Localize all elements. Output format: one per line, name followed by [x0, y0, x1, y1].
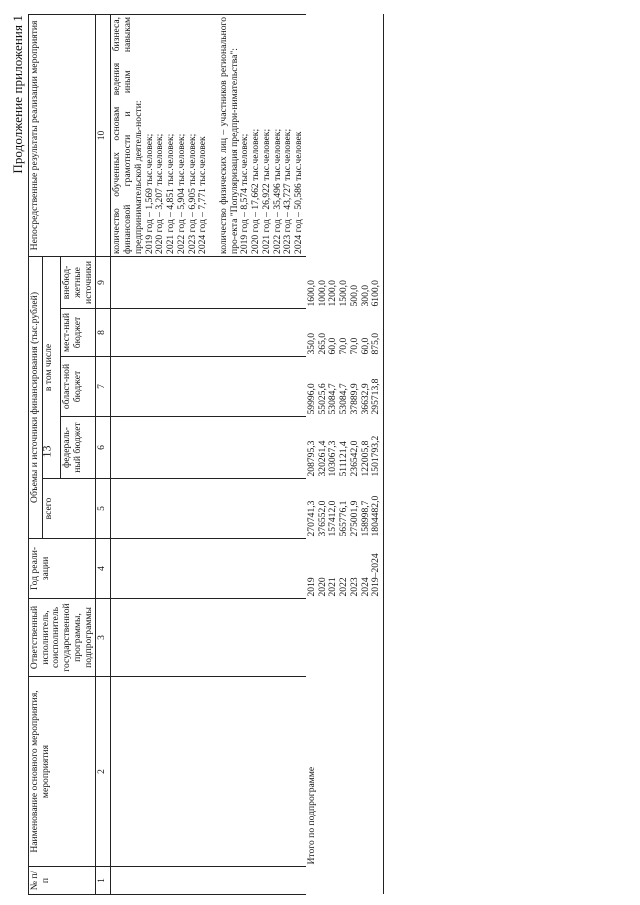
federal-cell — [306, 417, 384, 479]
regional-value: 59996,0 — [305, 383, 317, 415]
header-name: Наименование основного мероприятия, мероприятия — [29, 677, 96, 867]
results-block2-text: количество физических лиц – участников регионального про-екта "Популяризация предпри-нимательства": — [218, 16, 240, 254]
local-value: 70,0 — [338, 337, 350, 355]
extrabudget-value: 300,0 — [359, 284, 371, 307]
column-index: 3 — [96, 599, 111, 677]
year-value: 2019 — [305, 577, 317, 597]
local-value: 350,0 — [305, 332, 317, 355]
rotated-page-content — [10, 15, 630, 895]
column-index: 4 — [96, 539, 111, 599]
column-index: 1 — [96, 867, 111, 895]
column-index: 9 — [96, 256, 111, 308]
year-value: 2020 — [316, 577, 328, 597]
year-value: 2021 — [327, 577, 339, 597]
year-value: 2024 — [359, 577, 371, 597]
regional-value: 295713,8 — [370, 378, 382, 415]
total-value: 157412,0 — [327, 500, 339, 537]
total-value: 275001,9 — [348, 500, 360, 537]
row-name: Итого по подпрограмме — [306, 677, 384, 867]
table-row-results — [111, 14, 306, 894]
header-year: Год реали-зации — [29, 539, 96, 599]
extrabudget-value: 6100,0 — [370, 280, 382, 307]
extrabudget-value: 1000,0 — [316, 280, 328, 307]
local-value: 265,0 — [316, 332, 328, 355]
year-value: 2022 — [338, 577, 350, 597]
year-value: 2019–2024 — [370, 553, 382, 597]
years-cell — [306, 539, 384, 599]
results-block1-item: 2023 год – 6,905 тыс.человек; — [186, 133, 198, 254]
regional-value: 53084,7 — [327, 383, 339, 415]
extrabudget-value: 1500,0 — [338, 280, 350, 307]
regional-cell — [306, 357, 384, 417]
total-value: 376552,0 — [316, 500, 328, 537]
results-block2-item: 2019 год – 8,574 тыс.человек; — [239, 133, 251, 254]
results-block2-item: 2021 год – 26,922 тыс.человек; — [260, 128, 272, 254]
regional-value: 53084,7 — [338, 383, 350, 415]
extrabudget-value: 1200,0 — [327, 280, 339, 307]
local-value: 70,0 — [348, 337, 360, 355]
header-extrabudget: внебюд-жетные источники — [61, 256, 96, 308]
regional-value: 55025,6 — [316, 383, 328, 415]
financing-table — [28, 14, 384, 895]
extrabudget-value: 1600,0 — [305, 280, 317, 307]
column-index: 7 — [96, 357, 111, 417]
total-value: 565776,1 — [338, 500, 350, 537]
federal-value: 103067,3 — [327, 440, 339, 477]
total-value: 158998,7 — [359, 500, 371, 537]
header-regional: област-ной бюджет — [61, 357, 96, 417]
federal-value: 1501793,2 — [370, 435, 382, 477]
results-block2-item: 2020 год – 17,662 тыс.человек; — [250, 128, 262, 254]
header-num: № п/п — [29, 867, 96, 895]
column-index: 8 — [96, 309, 111, 357]
appendix-title: Продолжение приложения 1 — [10, 15, 25, 174]
results-block1-item: 2024 год – 7,771 тыс.человек — [197, 136, 209, 254]
results-block1-item: 2020 год – 3,207 тыс.человек; — [154, 133, 166, 254]
federal-value: 320261,4 — [316, 440, 328, 477]
results-block2-item: 2022 год – 35,496 тыс.человек; — [271, 128, 283, 254]
year-value: 2023 — [348, 577, 360, 597]
header-including: в том числе — [42, 256, 60, 478]
header-local: мест-ный бюджет — [61, 309, 96, 357]
header-total: всего — [42, 479, 96, 539]
extrabudget-value: 500,0 — [348, 284, 360, 307]
column-index-row — [96, 14, 111, 894]
total-value: 270741,3 — [305, 500, 317, 537]
column-index: 10 — [96, 14, 111, 256]
header-executor: Ответственный исполнитель, соисполнитель государственной программы, подпрограммы — [29, 599, 96, 677]
local-value: 875,0 — [370, 332, 382, 355]
results-block1-item: 2021 год – 4,851 тыс.человек; — [165, 133, 177, 254]
page-number: 13 — [39, 445, 54, 458]
local-cell — [306, 309, 384, 357]
column-index: 5 — [96, 479, 111, 539]
results-cell — [111, 14, 306, 256]
table-row-total — [306, 14, 384, 894]
federal-value: 122005,8 — [359, 440, 371, 477]
federal-value: 236542,0 — [348, 440, 360, 477]
federal-value: 511121,4 — [338, 441, 350, 477]
results-block2-item: 2023 год – 43,727 тыс.человек; — [282, 128, 294, 254]
regional-value: 36632,9 — [359, 383, 371, 415]
local-value: 60,0 — [327, 337, 339, 355]
total-value: 1804482,0 — [370, 495, 382, 537]
results-block1-item: 2019 год – 1,569 тыс.человек; — [143, 133, 155, 254]
federal-value: 208795,3 — [305, 440, 317, 477]
results-block2-item: 2024 год – 50,586 тыс.человек — [293, 131, 305, 254]
local-value: 60,0 — [359, 337, 371, 355]
extrabudget-cell — [306, 256, 384, 308]
header-results: Непосредственные результаты реализации мероприятия — [29, 14, 96, 256]
results-block1-item: 2022 год – 5,904 тыс.человек; — [175, 133, 187, 254]
column-index: 6 — [96, 417, 111, 479]
total-cell — [306, 479, 384, 539]
header-federal: федераль-ный бюджет — [61, 417, 96, 479]
results-block1-text: количество обученных основам ведения бизнеса, финансовой грамотности и иным навыкам предпринимательской деятель-ности: — [111, 16, 144, 254]
column-index: 2 — [96, 677, 111, 867]
regional-value: 37889,9 — [348, 383, 360, 415]
header-financing: Объемы и источники финансирования (тыс.рублей) — [29, 256, 43, 538]
